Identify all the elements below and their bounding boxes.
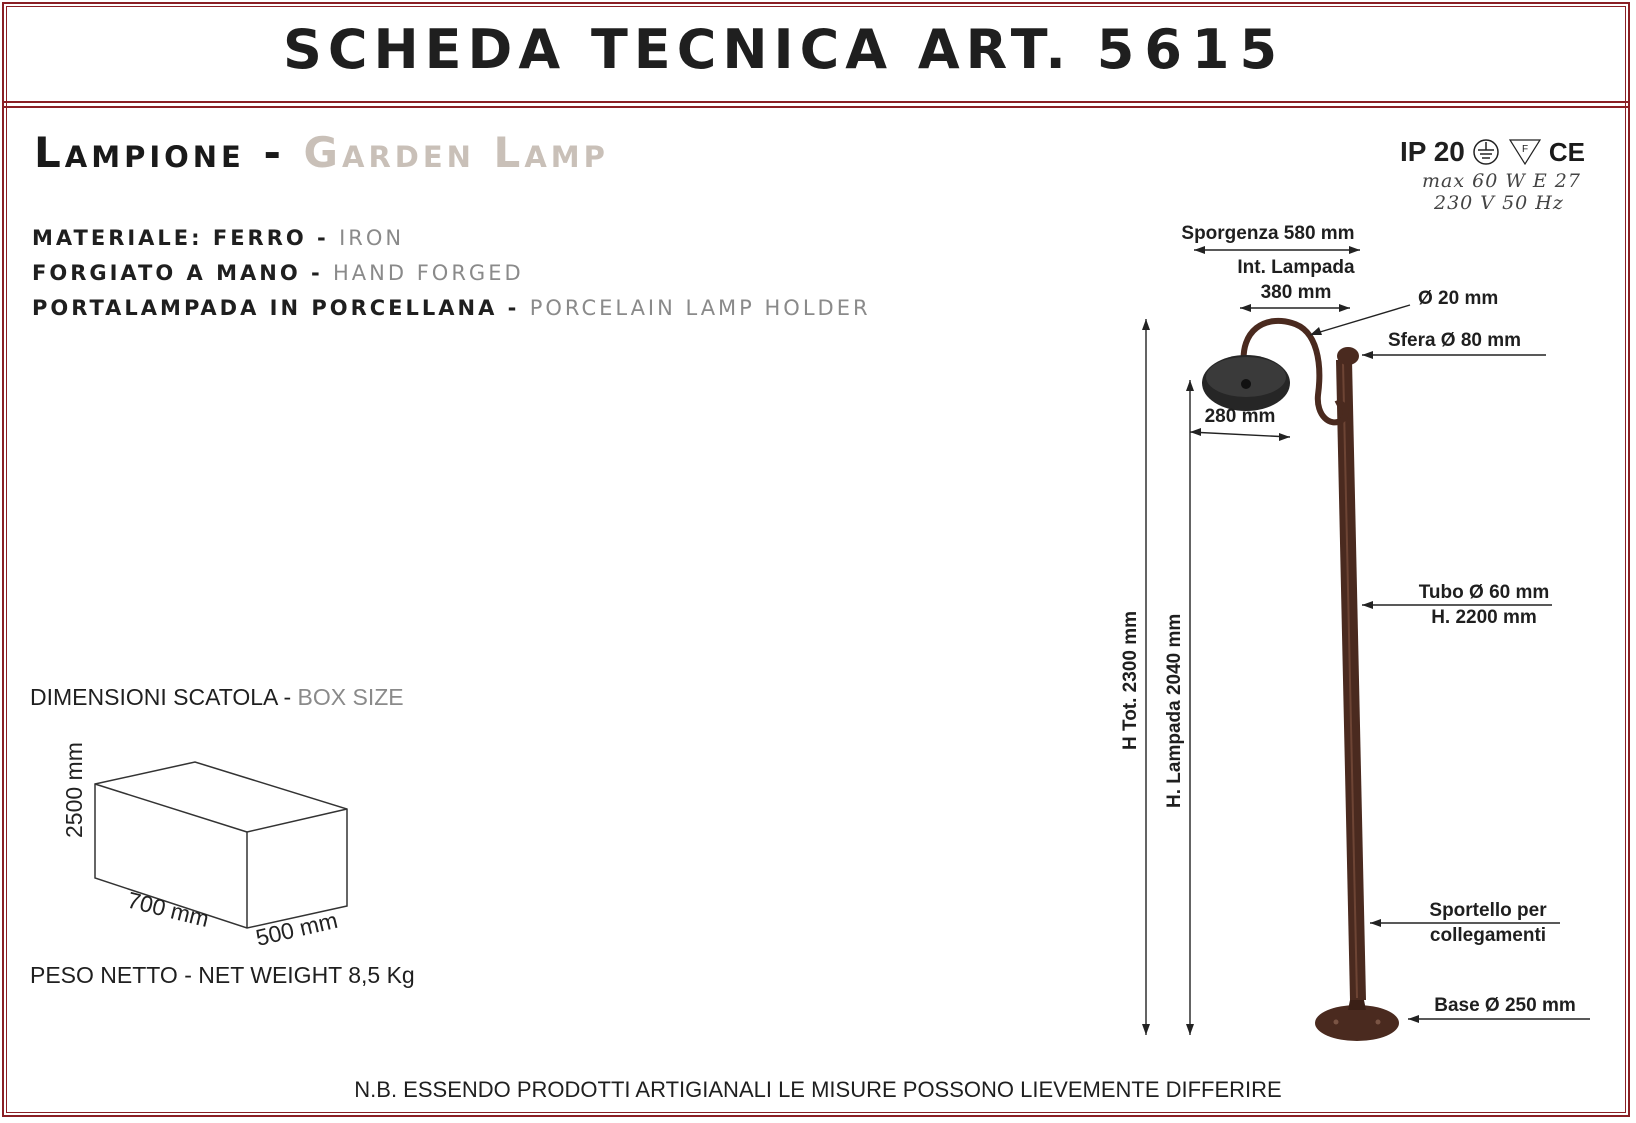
shade-diameter-label: 280 mm bbox=[1204, 406, 1276, 427]
box-size-title-it: DIMENSIONI SCATOLA - bbox=[30, 684, 298, 710]
spec-lampholder-it: PORTALAMPADA IN PORCELLANA bbox=[32, 296, 498, 320]
sporgenza-label: Sporgenza 580 mm bbox=[1181, 223, 1355, 244]
power-spec: max 60 W E 27 bbox=[1422, 170, 1581, 192]
article-number: 5615 bbox=[1096, 18, 1288, 81]
int-lampada-label: Int. Lampada bbox=[1237, 257, 1355, 278]
spec-forging: FORGIATO A MANO - HAND FORGED bbox=[32, 261, 524, 285]
base-label: Base Ø 250 mm bbox=[1434, 995, 1576, 1016]
footer-note: N.B. ESSENDO PRODOTTI ARTIGIANALI LE MISURE POSSONO LIEVEMENTE DIFFERIRE bbox=[354, 1077, 1282, 1102]
spec-material-en: IRON bbox=[339, 226, 405, 250]
sfera-label: Sfera Ø 80 mm bbox=[1388, 330, 1522, 351]
box-height-label: 2500 mm bbox=[61, 742, 87, 838]
h-lampada-label: H. Lampada 2040 mm bbox=[1164, 613, 1185, 808]
tubo-label: Tubo Ø 60 mm bbox=[1418, 582, 1550, 603]
lamp-base bbox=[1315, 1005, 1399, 1041]
box-depth-label: 500 mm bbox=[253, 906, 341, 951]
voltage-spec: 230 V 50 Hz bbox=[1434, 192, 1564, 214]
tubo-height-label: H. 2200 mm bbox=[1431, 607, 1537, 628]
box-size-title-en: BOX SIZE bbox=[297, 684, 404, 710]
product-name-it: Lampione bbox=[34, 128, 245, 177]
spec-forging-en: HAND FORGED bbox=[333, 261, 524, 285]
spec-material-it: MATERIALE: FERRO bbox=[32, 226, 307, 250]
arm-diameter-label: Ø 20 mm bbox=[1418, 288, 1499, 309]
h-tot-label: H Tot. 2300 mm bbox=[1120, 610, 1141, 750]
spec-forging-it: FORGIATO A MANO bbox=[32, 261, 301, 285]
product-separator: - bbox=[263, 128, 285, 177]
spec-material: MATERIALE: FERRO - IRON bbox=[32, 226, 405, 250]
box-length-label: 700 mm bbox=[124, 886, 212, 932]
spec-lampholder-en: PORCELAIN LAMP HOLDER bbox=[529, 296, 871, 320]
ce-mark-icon: CE bbox=[1548, 136, 1585, 167]
lamp-sphere bbox=[1337, 347, 1359, 365]
lamp-drawing bbox=[1202, 321, 1399, 1041]
spec-lampholder: PORTALAMPADA IN PORCELLANA - PORCELAIN LAMP HOLDER bbox=[32, 296, 871, 320]
int-lampada-value: 380 mm bbox=[1260, 282, 1332, 303]
sportello-label-1: Sportello per bbox=[1429, 900, 1547, 921]
net-weight: PESO NETTO - NET WEIGHT 8,5 Kg bbox=[30, 962, 415, 988]
sportello-label-2: collegamenti bbox=[1429, 925, 1547, 946]
ip-rating: IP 20 bbox=[1400, 136, 1465, 167]
product-name-en: Garden Lamp bbox=[303, 128, 609, 177]
title-prefix: SCHEDA TECNICA ART. bbox=[282, 18, 1072, 81]
f-mark-label: F bbox=[1521, 144, 1528, 155]
